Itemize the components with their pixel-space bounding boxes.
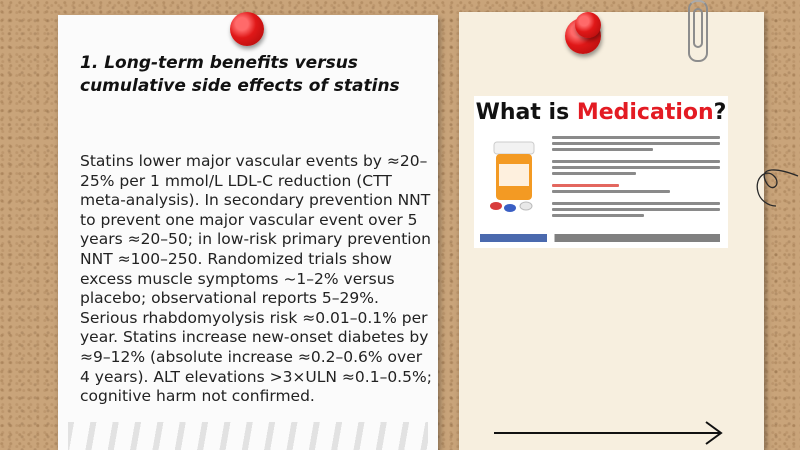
infographic-title-suffix: ? [713, 100, 727, 125]
paper-clip-icon [688, 0, 708, 62]
pill-bottle-icon [486, 140, 544, 214]
infographic-title-prefix: What is [475, 100, 577, 125]
note-title: 1. Long-term benefits versus cumulative side effects of statins [80, 53, 400, 96]
infographic-footer [480, 234, 720, 242]
medication-infographic [474, 96, 728, 248]
infographic-title-accent: Medication [576, 100, 714, 125]
note-body-text: Statins lower major vascular events by ≈20–25% per 1 mmol/L LDL-C reduction (CTT meta-analysis). In secondary prevention NNT to prevent one major vascular event over 5 years ≈20–50; in low-risk primary prevention NNT ≈100–250. Randomized trials show excess muscle symptoms ~1–2% versus placebo; observational reports 5–29%. Serious rhabdomyolysis risk ≈0.01–0.1% per year. Statins increase new-onset diabetes by ≈9–12% (absolute increase ≈0.2–0.6% over 4 years). ALT elevations >3×ULN ≈0.1–0.5%; cognitive harm not confirmed. [80, 152, 432, 406]
infographic-title [474, 100, 728, 125]
arrow-right-icon [494, 420, 726, 446]
push-pin-icon [575, 12, 601, 38]
infographic-text-block [552, 136, 720, 220]
push-pin-icon [230, 12, 264, 46]
squiggle-doodle [748, 148, 800, 208]
